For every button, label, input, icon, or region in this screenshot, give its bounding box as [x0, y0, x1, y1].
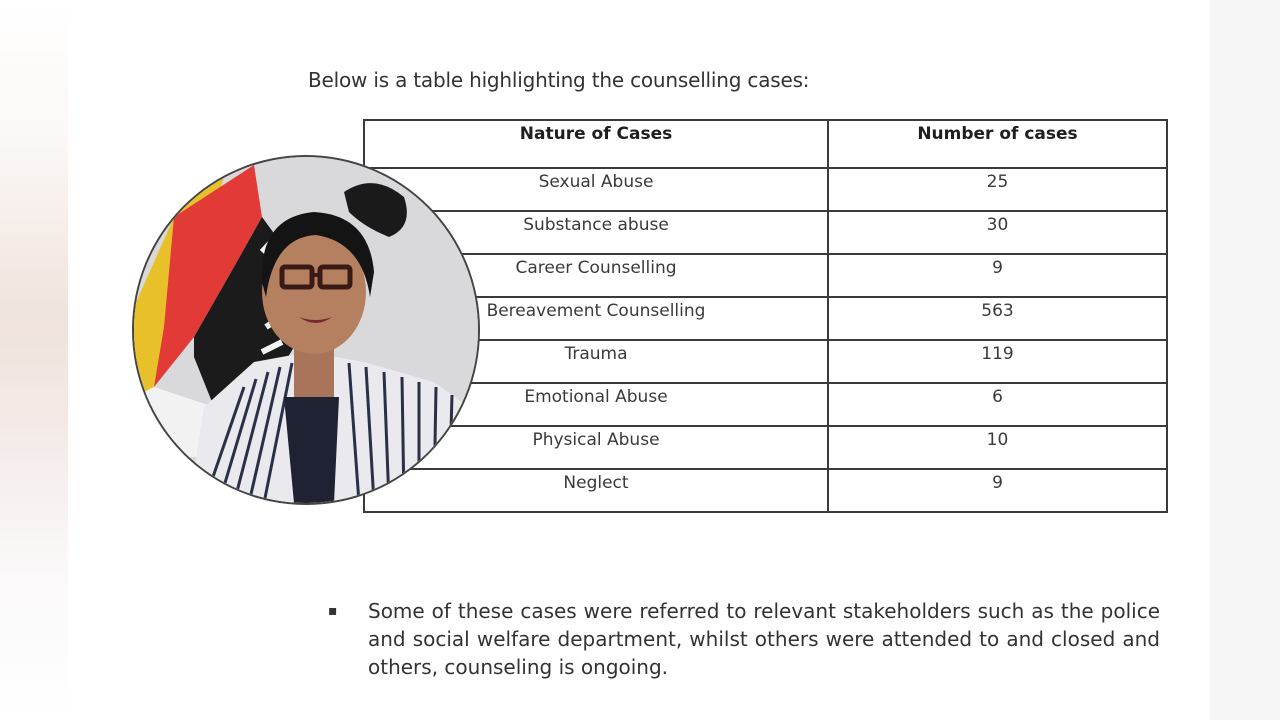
left-blurred-margin: [0, 0, 68, 720]
case-nature: Bereavement Counselling: [364, 297, 828, 340]
counselling-cases-table: [363, 119, 1168, 513]
bullet-paragraph: [322, 597, 1160, 681]
table-row: [364, 340, 1167, 383]
case-nature: Substance abuse: [364, 211, 828, 254]
case-nature: Physical Abuse: [364, 426, 828, 469]
case-nature: Neglect: [364, 469, 828, 512]
table-row: [364, 383, 1167, 426]
case-nature: Trauma: [364, 340, 828, 383]
table-row: [364, 469, 1167, 512]
case-nature: Career Counselling: [364, 254, 828, 297]
case-count: 9: [828, 469, 1167, 512]
table-row: [364, 254, 1167, 297]
case-count: 6: [828, 383, 1167, 426]
case-nature: Sexual Abuse: [364, 168, 828, 211]
right-margin: [1210, 0, 1280, 720]
bullet-marker: ▪: [328, 603, 338, 619]
portrait-illustration: [134, 157, 478, 503]
case-nature: Emotional Abuse: [364, 383, 828, 426]
table-row: [364, 297, 1167, 340]
case-count: 119: [828, 340, 1167, 383]
case-count: 563: [828, 297, 1167, 340]
table-row: [364, 168, 1167, 211]
table-header-row: [364, 120, 1167, 168]
case-count: 10: [828, 426, 1167, 469]
bullet-text: Some of these cases were referred to relevant stakeholders such as the police and social welfare department, whilst others were attended to and closed and others, counseling is ongoing.: [368, 599, 1160, 679]
portrait-photo: [132, 155, 480, 505]
column-header-nature: Nature of Cases: [364, 120, 828, 168]
table-row: [364, 211, 1167, 254]
column-header-count: Number of cases: [828, 120, 1167, 168]
case-count: 9: [828, 254, 1167, 297]
case-count: 30: [828, 211, 1167, 254]
case-count: 25: [828, 168, 1167, 211]
intro-text: Below is a table highlighting the counselling cases:: [308, 68, 810, 92]
table-row: [364, 426, 1167, 469]
